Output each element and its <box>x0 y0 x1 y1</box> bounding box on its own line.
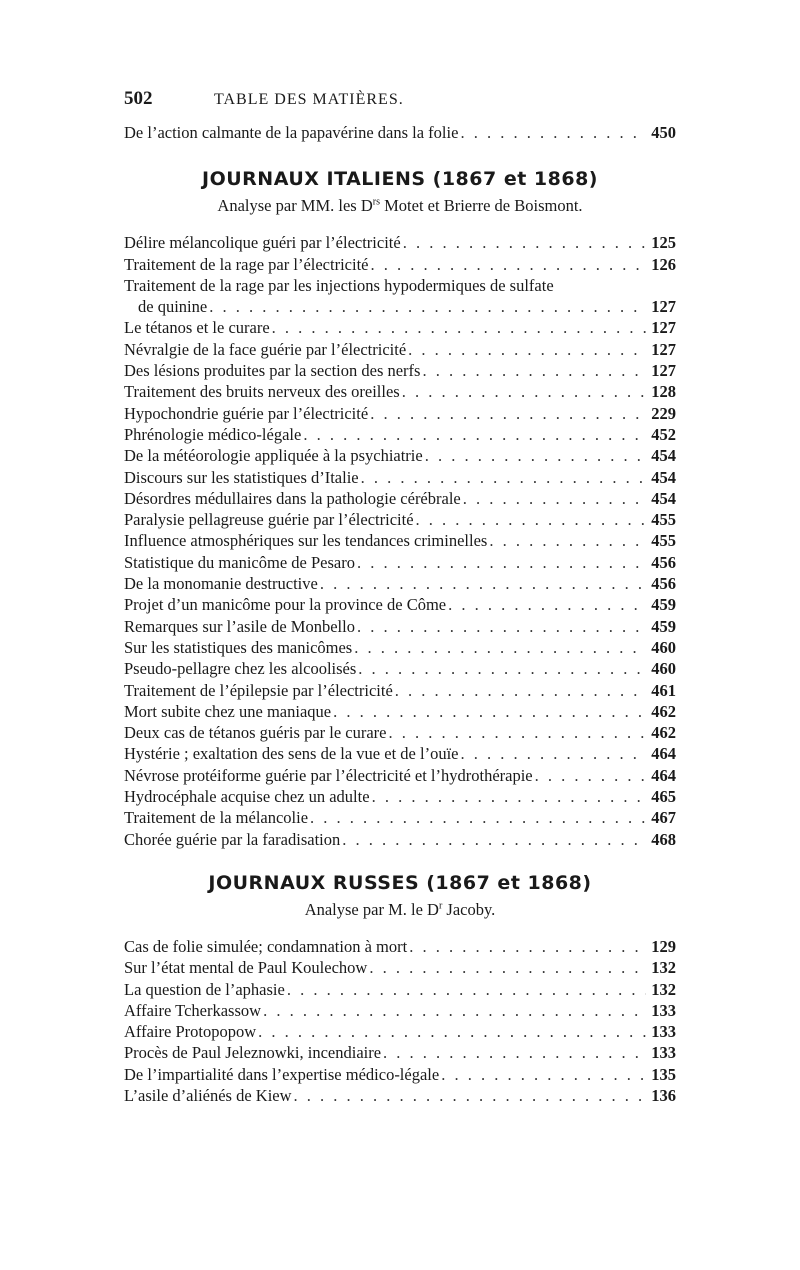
entry-page: 132 <box>651 958 676 978</box>
toc-entry <box>124 530 676 551</box>
dot-leader <box>461 488 646 509</box>
dot-leader <box>256 1021 646 1042</box>
entry-title: Paralysie pellagreuse guérie par l’électricité <box>124 510 414 530</box>
toc-entry <box>124 680 676 701</box>
entry-page: 454 <box>651 488 676 508</box>
entry-title: Délire mélancolique guéri par l’électricité <box>124 233 401 253</box>
entry-title: Cas de folie simulée; condamnation à mort <box>124 936 408 956</box>
dot-leader <box>355 552 646 573</box>
entry-title: Le tétanos et le curare <box>124 318 270 338</box>
entry-page: 460 <box>651 637 676 657</box>
entry-title: Affaire Tcherkassow <box>124 1000 262 1020</box>
entry-title: De la météorologie appliquée à la psychiatrie <box>124 446 423 466</box>
toc-entry <box>124 1085 676 1106</box>
entry-title: De la monomanie destructive <box>124 574 318 594</box>
toc-entry <box>124 317 676 338</box>
toc-entry <box>124 339 676 360</box>
entry-page: 127 <box>651 339 676 359</box>
entry-page: 452 <box>651 424 676 444</box>
analyse-superscript: rs <box>372 196 381 208</box>
entry-page: 132 <box>651 979 676 999</box>
entry-page: 229 <box>651 403 676 423</box>
toc-entry <box>124 786 676 807</box>
toc-entry <box>124 552 676 573</box>
entry-page: 468 <box>651 829 676 849</box>
page-number: 502 <box>124 88 153 109</box>
toc-entry <box>124 1064 676 1085</box>
entry-page: 464 <box>651 744 676 764</box>
toc-entry <box>124 594 676 615</box>
running-head: TABLE DES MATIÈRES. <box>214 91 404 108</box>
dot-leader <box>414 509 646 530</box>
entry-title: Des lésions produites par la section des nerfs <box>124 361 421 381</box>
toc-entry <box>124 403 676 424</box>
toc-section <box>124 168 676 850</box>
dot-leader <box>261 1000 646 1021</box>
dot-leader <box>352 637 646 658</box>
dot-leader <box>368 403 646 424</box>
entry-page: 127 <box>651 318 676 338</box>
entry-page: 450 <box>651 123 676 142</box>
entry-page: 127 <box>651 361 676 381</box>
entry-page: 126 <box>651 254 676 274</box>
entry-title: Hypochondrie guérie par l’électricité <box>124 403 369 423</box>
dot-leader <box>308 807 646 828</box>
toc-sections <box>124 168 676 1106</box>
entry-title: Affaire Protopopow <box>124 1022 257 1042</box>
entry-title: Sur les statistiques des manicômes <box>124 637 353 657</box>
section-analyse <box>124 900 676 920</box>
dot-leader <box>458 122 646 143</box>
toc-section <box>124 872 676 1106</box>
entry-title: Procès de Paul Jeleznowki, incendiaire <box>124 1043 382 1063</box>
dot-leader <box>423 445 646 466</box>
toc-entry <box>124 829 676 850</box>
dot-leader <box>533 765 646 786</box>
entry-title: De l’impartialité dans l’expertise médico-légale <box>124 1064 440 1084</box>
section-title: JOURNAUX RUSSES (1867 et 1868) <box>208 871 592 894</box>
toc-entry <box>124 488 676 509</box>
entry-title: Remarques sur l’asile de Monbello <box>124 616 355 636</box>
dot-leader <box>292 1085 646 1106</box>
toc-entry <box>124 509 676 530</box>
entry-title: Projet d’un manicôme pour la province de Côme <box>124 595 447 615</box>
dot-leader <box>318 573 646 594</box>
entry-title: Influence atmosphériques sur les tendances criminelles <box>124 531 488 551</box>
entry-page: 467 <box>651 808 676 828</box>
entry-title: Traitement de la mélancolie <box>124 808 309 828</box>
analyse-prefix: Analyse par M. le D <box>304 899 439 919</box>
entry-title: Hydrocéphale acquise chez un adulte <box>124 787 370 807</box>
entry-page: 459 <box>651 616 676 636</box>
toc-entry <box>124 424 676 445</box>
toc-entry <box>124 467 676 488</box>
entry-page: 129 <box>651 936 676 956</box>
toc-entry <box>124 637 676 658</box>
toc-entry <box>124 1042 676 1063</box>
toc-entry <box>124 573 676 594</box>
entry-page: 133 <box>651 1043 676 1063</box>
dot-leader <box>285 979 646 1000</box>
entry-title: Deux cas de tétanos guéris par le curare <box>124 723 387 743</box>
entry-page: 454 <box>651 446 676 466</box>
toc-entry <box>124 445 676 466</box>
entry-title: Mort subite chez une maniaque <box>124 701 332 721</box>
dot-leader <box>406 339 646 360</box>
dot-leader <box>370 786 646 807</box>
analyse-suffix: Motet et Brierre de Boismont. <box>380 196 583 216</box>
toc-entry <box>124 765 676 786</box>
entry-title: Traitement de la rage par les injections hypodermiques de sulfate <box>124 275 554 295</box>
entry-page: 125 <box>651 233 676 253</box>
entry-page: 456 <box>651 574 676 594</box>
dot-leader <box>367 957 646 978</box>
entry-page: 455 <box>651 510 676 530</box>
dot-leader <box>368 254 646 275</box>
entry-page: 464 <box>651 765 676 785</box>
entry-title: Traitement de l’épilepsie par l’électricité <box>124 680 393 700</box>
entry-page: 455 <box>651 531 676 551</box>
document-page <box>124 88 676 1106</box>
entry-page: 456 <box>651 552 676 572</box>
entry-page: 133 <box>651 1022 676 1042</box>
toc-entry <box>124 1021 676 1042</box>
section-analyse <box>124 196 676 216</box>
entry-title: De l’action calmante de la papavérine dans la folie <box>124 123 459 142</box>
dot-leader <box>387 722 646 743</box>
toc-entry-continuation <box>124 296 676 317</box>
entry-title: Statistique du manicôme de Pesaro <box>124 552 355 572</box>
entry-page: 465 <box>651 787 676 807</box>
toc-entry <box>124 275 676 296</box>
entry-page: 462 <box>651 723 676 743</box>
entry-title: Hystérie ; exaltation des sens de la vue et de l’ouïe <box>124 744 459 764</box>
dot-leader <box>446 594 646 615</box>
analyse-prefix: Analyse par MM. les D <box>217 196 373 216</box>
toc-entry <box>124 722 676 743</box>
dot-leader <box>359 467 646 488</box>
dot-leader <box>420 360 646 381</box>
dot-leader <box>207 296 646 317</box>
analyse-superscript: r <box>438 900 443 912</box>
entry-page: 127 <box>651 297 676 317</box>
entry-title: Désordres médullaires dans la pathologie cérébrale <box>124 488 461 508</box>
entry-title: Pseudo-pellagre chez les alcoolisés <box>124 659 357 679</box>
dot-leader <box>401 232 646 253</box>
page-header <box>124 88 676 122</box>
entry-page: 136 <box>651 1085 676 1105</box>
entry-page: 460 <box>651 659 676 679</box>
entry-title: L’asile d’aliénés de Kiew <box>124 1085 292 1105</box>
dot-leader <box>270 317 646 338</box>
dot-leader <box>356 658 646 679</box>
dot-leader <box>400 381 646 402</box>
entry-page: 462 <box>651 701 676 721</box>
dot-leader <box>407 936 646 957</box>
entry-title: Phrénologie médico-légale <box>124 424 302 444</box>
entry-title: Chorée guérie par la faradisation <box>124 829 341 849</box>
toc-entry <box>124 360 676 381</box>
entry-title: Sur l’état mental de Paul Koulechow <box>124 958 368 978</box>
entry-title: La question de l’aphasie <box>124 979 285 999</box>
dot-leader <box>381 1042 646 1063</box>
entry-page: 128 <box>651 382 676 402</box>
dot-leader <box>301 424 646 445</box>
entry-title: Discours sur les statistiques d’Italie <box>124 467 359 487</box>
toc-entry <box>124 701 676 722</box>
toc-entry <box>124 616 676 637</box>
dot-leader <box>487 530 646 551</box>
toc-entry <box>124 381 676 402</box>
entry-page: 135 <box>651 1064 676 1084</box>
toc-entry <box>124 232 676 253</box>
toc-entry <box>124 936 676 957</box>
toc-entry <box>124 979 676 1000</box>
toc-entry <box>124 957 676 978</box>
dot-leader <box>331 701 646 722</box>
section-title: JOURNAUX ITALIENS (1867 et 1868) <box>202 168 598 191</box>
entry-page: 461 <box>651 680 676 700</box>
entry-title: Traitement des bruits nerveux des oreilles <box>124 382 400 402</box>
dot-leader <box>355 616 646 637</box>
entry-page: 459 <box>651 595 676 615</box>
entry-title: Névrose protéiforme guérie par l’électricité et l’hydrothérapie <box>124 765 533 785</box>
entry-page: 454 <box>651 467 676 487</box>
toc-entry <box>124 1000 676 1021</box>
toc-entry <box>124 743 676 764</box>
toc-entry <box>124 658 676 679</box>
toc-entry <box>124 122 676 143</box>
dot-leader <box>340 829 646 850</box>
toc-entry <box>124 254 676 275</box>
dot-leader <box>393 680 646 701</box>
entry-page: 133 <box>651 1000 676 1020</box>
entry-title: Traitement de la rage par l’électricité <box>124 254 369 274</box>
dot-leader <box>439 1064 646 1085</box>
toc-entry <box>124 807 676 828</box>
entry-title: Névralgie de la face guérie par l’électricité <box>124 339 407 359</box>
entry-title-continuation: de quinine <box>138 297 208 317</box>
dot-leader <box>458 743 646 764</box>
analyse-suffix: Jacoby. <box>442 899 496 919</box>
